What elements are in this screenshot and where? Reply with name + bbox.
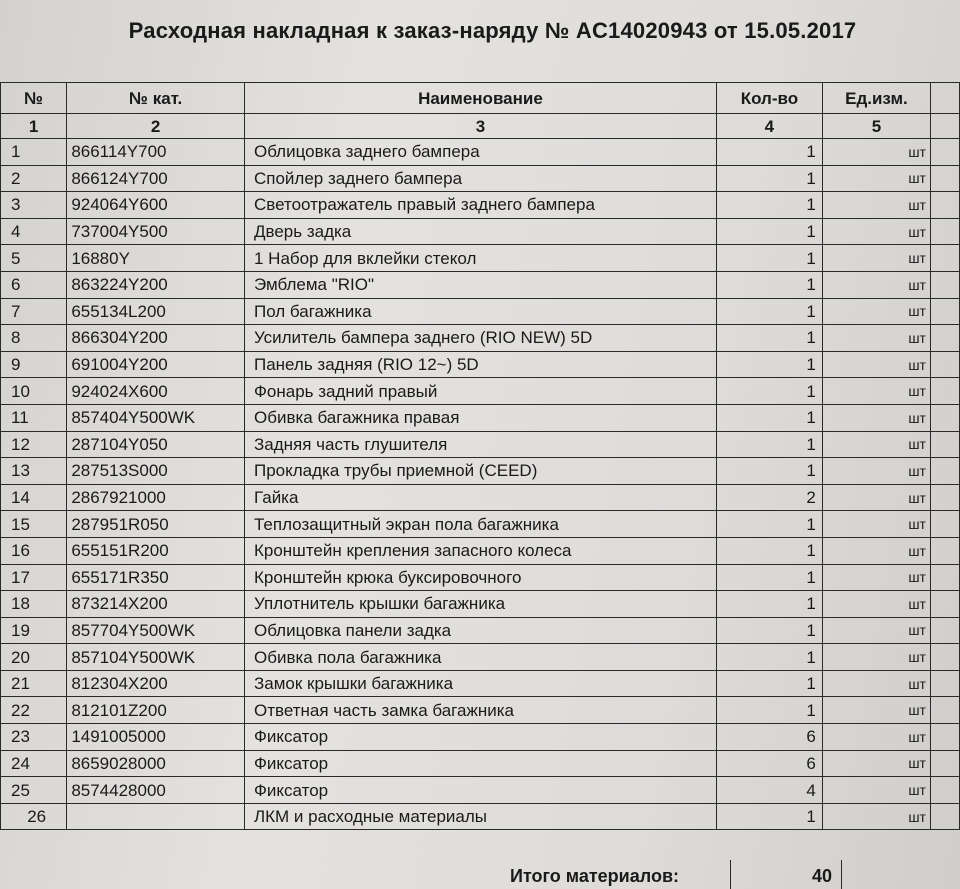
item-unit: шт: [822, 617, 930, 644]
item-quantity: 1: [716, 458, 822, 485]
extra-cell: [930, 750, 959, 777]
table-row: [1, 458, 960, 485]
catalog-number: 866114Y700: [67, 139, 245, 166]
catalog-number: 16880Y: [67, 245, 245, 272]
header-qty: Кол-во: [716, 83, 822, 114]
catalog-number: 287951R050: [67, 511, 245, 538]
item-quantity: 1: [716, 644, 822, 671]
item-name: Облицовка заднего бампера: [244, 139, 716, 166]
extra-cell: [930, 803, 959, 830]
extra-cell: [930, 351, 959, 378]
catalog-number: 691004Y200: [67, 351, 245, 378]
total-value: 40: [812, 866, 833, 886]
item-unit: шт: [822, 245, 930, 272]
extra-cell: [930, 644, 959, 671]
header-unit: Ед.изм.: [822, 83, 930, 114]
item-unit: шт: [822, 750, 930, 777]
catalog-number: 1491005000: [67, 724, 245, 751]
catalog-number: 924064Y600: [67, 192, 245, 219]
table-row: [1, 537, 960, 564]
item-unit: шт: [822, 484, 930, 511]
item-unit: шт: [822, 218, 930, 245]
table-row: [1, 139, 960, 166]
item-name: Панель задняя (RIO 12~) 5D: [244, 351, 716, 378]
table-row: [1, 591, 960, 618]
item-name: Обивка пола багажника: [244, 644, 716, 671]
extra-cell: [930, 325, 959, 352]
item-unit: шт: [822, 351, 930, 378]
row-number: 2: [1, 165, 67, 192]
item-name: Фиксатор: [244, 724, 716, 751]
catalog-number: 287513S000: [67, 458, 245, 485]
item-unit: шт: [822, 803, 930, 830]
column-number-row: [1, 114, 960, 139]
row-number: 22: [1, 697, 67, 724]
row-number: 24: [1, 750, 67, 777]
item-name: Ответная часть замка багажника: [244, 697, 716, 724]
table-row: [1, 431, 960, 458]
row-number: 5: [1, 245, 67, 272]
item-name: ЛКМ и расходные материалы: [244, 803, 716, 830]
row-number: 3: [1, 192, 67, 219]
catalog-number: 866124Y700: [67, 165, 245, 192]
item-unit: шт: [822, 404, 930, 431]
row-number: 18: [1, 591, 67, 618]
table-row: [1, 484, 960, 511]
row-number: 8: [1, 325, 67, 352]
item-quantity: 1: [716, 537, 822, 564]
catalog-number: 866304Y200: [67, 325, 245, 352]
table-row: [1, 511, 960, 538]
item-unit: шт: [822, 192, 930, 219]
extra-cell: [930, 511, 959, 538]
item-unit: шт: [822, 777, 930, 804]
item-name: Усилитель бампера заднего (RIO NEW) 5D: [244, 325, 716, 352]
table-row: [1, 803, 960, 830]
materials-table: [0, 82, 960, 830]
item-unit: шт: [822, 644, 930, 671]
item-name: Кронштейн крюка буксировочного: [244, 564, 716, 591]
col-number: 5: [822, 114, 930, 139]
extra-cell: [930, 697, 959, 724]
item-unit: шт: [822, 139, 930, 166]
item-name: Кронштейн крепления запасного колеса: [244, 537, 716, 564]
col-number: 3: [244, 114, 716, 139]
item-name: Гайка: [244, 484, 716, 511]
header-extra: [930, 83, 959, 114]
table-row: [1, 165, 960, 192]
catalog-number: 863224Y200: [67, 271, 245, 298]
item-quantity: 1: [716, 378, 822, 405]
extra-cell: [930, 404, 959, 431]
table-row: [1, 325, 960, 352]
extra-cell: [930, 670, 959, 697]
col-number: 1: [1, 114, 67, 139]
catalog-number: 655171R350: [67, 564, 245, 591]
item-quantity: 1: [716, 670, 822, 697]
table-row: [1, 218, 960, 245]
item-unit: шт: [822, 298, 930, 325]
extra-cell: [930, 458, 959, 485]
extra-cell: [930, 564, 959, 591]
item-unit: шт: [822, 537, 930, 564]
catalog-number: 8659028000: [67, 750, 245, 777]
item-quantity: 1: [716, 245, 822, 272]
extra-cell: [930, 139, 959, 166]
col-number-extra: [930, 114, 959, 139]
item-quantity: 2: [716, 484, 822, 511]
row-number: 9: [1, 351, 67, 378]
item-name: Обивка багажника правая: [244, 404, 716, 431]
row-number: 16: [1, 537, 67, 564]
table-row: [1, 670, 960, 697]
item-name: Пол багажника: [244, 298, 716, 325]
catalog-number: 873214X200: [67, 591, 245, 618]
item-name: Замок крышки багажника: [244, 670, 716, 697]
table-row: [1, 724, 960, 751]
item-name: Теплозащитный экран пола багажника: [244, 511, 716, 538]
item-name: Облицовка панели задка: [244, 617, 716, 644]
table-row: [1, 245, 960, 272]
table-row: [1, 298, 960, 325]
table-row: [1, 351, 960, 378]
table-header-row: [1, 83, 960, 114]
table-row: [1, 644, 960, 671]
row-number: 21: [1, 670, 67, 697]
item-unit: шт: [822, 165, 930, 192]
item-name: Задняя часть глушителя: [244, 431, 716, 458]
catalog-number: 812101Z200: [67, 697, 245, 724]
row-number: 14: [1, 484, 67, 511]
row-number: 7: [1, 298, 67, 325]
item-quantity: 1: [716, 325, 822, 352]
item-name: Фиксатор: [244, 750, 716, 777]
item-unit: шт: [822, 564, 930, 591]
catalog-number: 655134L200: [67, 298, 245, 325]
extra-cell: [930, 271, 959, 298]
row-number: 12: [1, 431, 67, 458]
extra-cell: [930, 431, 959, 458]
item-name: 1 Набор для вклейки стекол: [244, 245, 716, 272]
item-unit: шт: [822, 458, 930, 485]
table-row: [1, 271, 960, 298]
item-name: Прокладка трубы приемной (CEED): [244, 458, 716, 485]
extra-cell: [930, 245, 959, 272]
item-quantity: 1: [716, 404, 822, 431]
table-row: [1, 404, 960, 431]
item-name: Фонарь задний правый: [244, 378, 716, 405]
table-row: [1, 750, 960, 777]
item-quantity: 1: [716, 431, 822, 458]
header-no: №: [1, 83, 67, 114]
item-quantity: 1: [716, 298, 822, 325]
catalog-number: [67, 803, 245, 830]
item-unit: шт: [822, 271, 930, 298]
row-number: 1: [1, 139, 67, 166]
item-quantity: 1: [716, 591, 822, 618]
extra-cell: [930, 165, 959, 192]
extra-cell: [930, 537, 959, 564]
table-row: [1, 192, 960, 219]
item-quantity: 1: [716, 564, 822, 591]
item-quantity: 1: [716, 511, 822, 538]
row-number: 17: [1, 564, 67, 591]
header-name: Наименование: [244, 83, 716, 114]
extra-cell: [930, 591, 959, 618]
header-cat: № кат.: [67, 83, 245, 114]
item-unit: шт: [822, 697, 930, 724]
item-quantity: 1: [716, 697, 822, 724]
table-row: [1, 777, 960, 804]
item-quantity: 1: [716, 617, 822, 644]
item-quantity: 1: [716, 351, 822, 378]
item-unit: шт: [822, 724, 930, 751]
extra-cell: [930, 378, 959, 405]
table-row: [1, 378, 960, 405]
catalog-number: 812304X200: [67, 670, 245, 697]
catalog-number: 655151R200: [67, 537, 245, 564]
item-quantity: 1: [716, 271, 822, 298]
item-unit: шт: [822, 378, 930, 405]
extra-cell: [930, 484, 959, 511]
item-unit: шт: [822, 670, 930, 697]
item-quantity: 6: [716, 724, 822, 751]
catalog-number: 8574428000: [67, 777, 245, 804]
extra-cell: [930, 724, 959, 751]
row-number: 6: [1, 271, 67, 298]
item-quantity: 1: [716, 192, 822, 219]
item-quantity: 6: [716, 750, 822, 777]
item-unit: шт: [822, 591, 930, 618]
extra-cell: [930, 218, 959, 245]
catalog-number: 857104Y500WK: [67, 644, 245, 671]
row-number: 15: [1, 511, 67, 538]
table-row: [1, 617, 960, 644]
total-label: Итого материалов:: [510, 866, 680, 886]
catalog-number: 924024X600: [67, 378, 245, 405]
item-quantity: 1: [716, 218, 822, 245]
item-unit: шт: [822, 325, 930, 352]
document-title: Расходная накладная к заказ-наряду № AC14020943 от 15.05.2017: [128, 18, 857, 43]
item-name: Спойлер заднего бампера: [244, 165, 716, 192]
extra-cell: [930, 617, 959, 644]
col-number: 2: [67, 114, 245, 139]
row-number: 20: [1, 644, 67, 671]
catalog-number: 287104Y050: [67, 431, 245, 458]
catalog-number: 737004Y500: [67, 218, 245, 245]
row-number: 4: [1, 218, 67, 245]
item-name: Уплотнитель крышки багажника: [244, 591, 716, 618]
item-name: Дверь задка: [244, 218, 716, 245]
row-number: 11: [1, 404, 67, 431]
row-number: 13: [1, 458, 67, 485]
materials-table-body: [1, 83, 960, 830]
table-row: [1, 697, 960, 724]
item-unit: шт: [822, 431, 930, 458]
table-row: [1, 564, 960, 591]
item-name: Фиксатор: [244, 777, 716, 804]
item-quantity: 1: [716, 165, 822, 192]
item-unit: шт: [822, 511, 930, 538]
row-number: 23: [1, 724, 67, 751]
row-number: 19: [1, 617, 67, 644]
extra-cell: [930, 777, 959, 804]
item-quantity: 4: [716, 777, 822, 804]
item-name: Эмблема "RIO": [244, 271, 716, 298]
item-quantity: 1: [716, 803, 822, 830]
col-number: 4: [716, 114, 822, 139]
catalog-number: 2867921000: [67, 484, 245, 511]
extra-cell: [930, 298, 959, 325]
item-name: Светоотражатель правый заднего бампера: [244, 192, 716, 219]
extra-cell: [930, 192, 959, 219]
row-number: 10: [1, 378, 67, 405]
row-number: 25: [1, 777, 67, 804]
catalog-number: 857404Y500WK: [67, 404, 245, 431]
catalog-number: 857704Y500WK: [67, 617, 245, 644]
item-quantity: 1: [716, 139, 822, 166]
row-number: 26: [1, 803, 67, 830]
